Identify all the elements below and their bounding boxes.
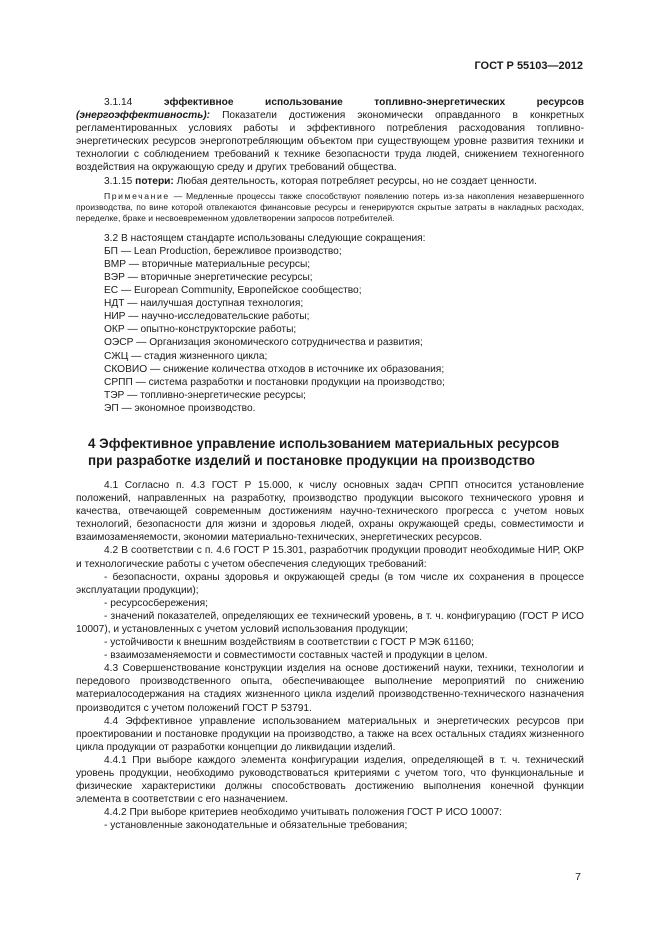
requirement-item: - безопасности, охраны здоровья и окружающей среды (в том числе их сохранения в процессе эксплуатации продукции); <box>76 571 584 596</box>
paragraph-4-4-2: 4.4.2 При выборе критериев необходимо учитывать положения ГОСТ Р ИСО 10007: <box>104 807 502 819</box>
definition-3-1-15 <box>76 175 584 188</box>
abbreviation-item: НДТ — наилучшая доступная технология; <box>104 298 304 310</box>
abbreviation-item: ЕС — European Community, Европейское сообщество; <box>104 285 362 297</box>
section-heading-line1: 4 Эффективное управление использованием материальных ресурсов <box>88 435 560 451</box>
page-number: 7 <box>575 871 581 883</box>
abbreviation-item: ВЭР — вторичные энергетические ресурсы; <box>104 271 313 283</box>
definition-number: 3.1.15 <box>104 175 133 187</box>
note-text: — Медленные процессы также способствуют появлению потерь из-за накопления незавершенного производства, по вине которой отвлекаются финансовые ресурсы и генерируются скрытые затраты в накладных расходах, переделке, браке и несвоевременном удовлетворении запросов потребителей. <box>76 190 585 223</box>
definition-text: Показатели достижения экономически оправданного в конкретных регламентированных условиях работы и эффективного потребления расходования топливно-энергетических ресурсов энергопотребляющим объектом при существующем уровне развития техники и технологии с соблюдением требований к технике безопасности труда людей, снижением техногенного воздействия на окружающую среду и других требований общества. <box>76 110 584 174</box>
definition-text: Любая деятельность, которая потребляет ресурсы, но не создает ценности. <box>176 175 537 187</box>
paragraph-4-4-1: 4.4.1 При выборе каждого элемента конфигурации изделия, определяющей в т. ч. технический уровень продукции, необходимо руководствоваться критериями с учетом того, что функциональные и физические характеристики должны способствовать достижению выполнения конечной функции элемента в соответствии с его назначением. <box>76 754 584 806</box>
abbreviation-item: ОЭСР — Организация экономического сотрудничества и развития; <box>104 337 423 349</box>
requirement-item: - значений показателей, определяющих ее технический уровень, в т. ч. конфигурацию (ГОСТ Р ИСО 10007), и установленных с учетом условий использования продукции; <box>76 610 584 635</box>
page-body <box>76 96 584 833</box>
abbreviation-item: ЭП — экономное производство. <box>104 402 256 414</box>
abbreviation-item: БП — Lean Production, бережливое производство; <box>104 245 342 257</box>
definition-term: потери: <box>135 175 174 187</box>
criteria-item: - установленные законодательные и обязательные требования; <box>104 820 408 832</box>
abbreviations-list <box>76 245 584 415</box>
requirement-item: - устойчивости к внешним воздействиям в соответствии с ГОСТ Р МЭК 61160; <box>104 637 474 649</box>
paragraph-4-4: 4.4 Эффективное управление использованием материальных и энергетических ресурсов при проектировании и постановке продукции на производство, а также на всех остальных стадиях жизненного цикла продукции от разработки концепции до ликвидации изделий. <box>76 715 584 753</box>
paragraph-4-3: 4.3 Совершенствование конструкции изделия на основе достижений науки, техники, технологии и передового производственного опыта, обеспечивающее выполнение мероприятий по снижению материалосодержания на стадиях жизненного цикла изделий производственно-технического назначения производится с учетом положений ГОСТ Р 53791. <box>76 663 584 714</box>
definition-number: 3.1.14 <box>104 97 133 108</box>
abbreviation-item: ОКР — опытно-конструкторские работы; <box>104 324 297 336</box>
note-label: Примечание <box>104 190 170 201</box>
abbreviation-item: СЖЦ — стадия жизненного цикла; <box>104 350 268 362</box>
abbreviation-item: СРПП — система разработки и постановки продукции на производство; <box>104 376 445 388</box>
definition-3-1-14 <box>76 96 584 175</box>
abbreviation-item: ТЭР — топливно-энергетические ресурсы; <box>104 389 307 401</box>
abbreviation-item: ВМР — вторичные материальные ресурсы; <box>104 258 311 270</box>
abbreviations-intro: 3.2 В настоящем стандарте использованы следующие сокращения: <box>104 232 426 244</box>
section-heading <box>88 435 584 469</box>
standard-code: ГОСТ Р 55103—2012 <box>474 60 583 72</box>
abbreviation-item: СКОВИО — снижение количества отходов в источнике их образования; <box>104 363 445 375</box>
abbreviation-item: НИР — научно-исследовательские работы; <box>104 311 310 323</box>
requirement-item: - взаимозаменяемости и совместимости составных частей и продукции в целом. <box>104 650 488 662</box>
definition-term-alias: (энергоэффективность): <box>76 110 211 122</box>
section-heading-line2: при разработке изделий и постановке продукции на производство <box>88 452 535 468</box>
definition-term: эффективное использование топливно-энергетических ресурсов <box>163 97 584 108</box>
note <box>76 191 584 224</box>
requirement-item: - ресурсосбережения; <box>104 597 209 609</box>
paragraph-4-1: 4.1 Согласно п. 4.3 ГОСТ Р 15.000, к числу основных задач СРПП относится установление положений, направленных на разработку, производство продукции высокого технического уровня и качества, отвечающей современным достижениям научно-технического прогресса с учетом новых технологий, безопасности для жизни и здоровья людей, охраны окружающей среды, совместимости и взаимозаменяемости, экономии материально-технических, энергетических ресурсов. <box>76 479 584 544</box>
paragraph-4-2: 4.2 В соответствии с п. 4.6 ГОСТ Р 15.301, разработчик продукции проводит необходимые НИР, ОКР и технологические работы с учетом обеспечения следующих требований: <box>76 545 584 570</box>
